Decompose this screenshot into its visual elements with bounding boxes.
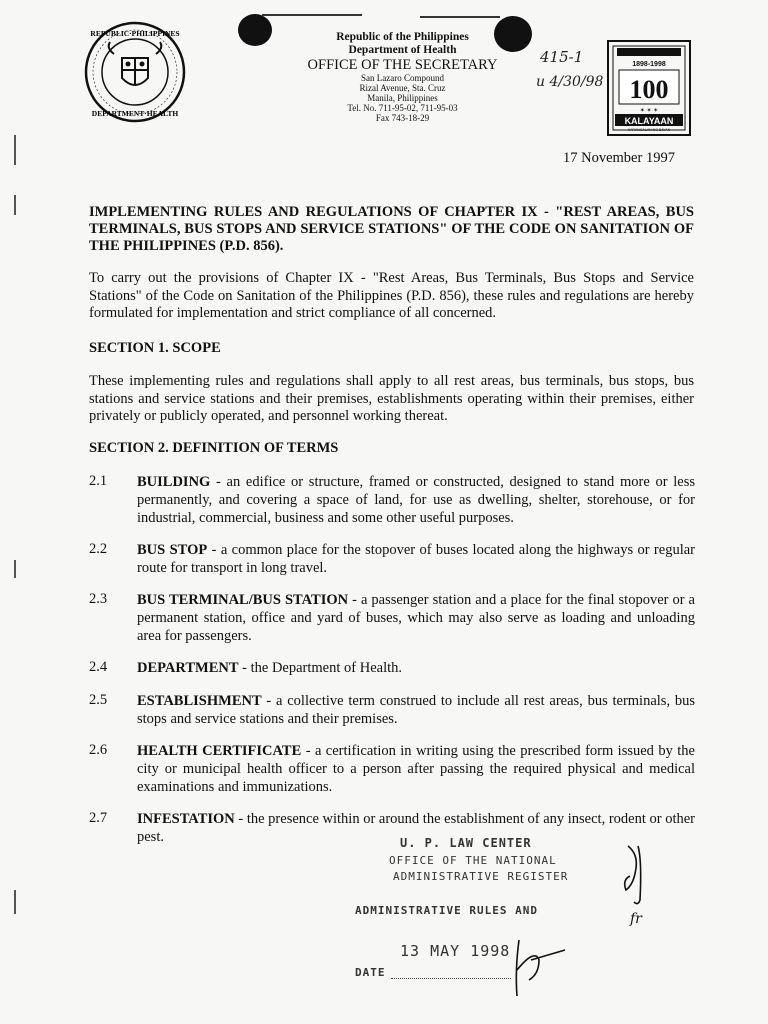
definition-number: 2.7 [89, 810, 108, 826]
scan-edge-mark [14, 890, 16, 914]
address-line: Rizal Avenue, Sta. Cruz [359, 83, 446, 94]
centennial-tagline: KARANGALAN NG BAYAN [627, 128, 671, 132]
section-1-text: These implementing rules and regulations shall apply to all rest areas, bus terminals, bus stops, bus stations and service stations and their premises, establishments operating within their premises, either privately or publicly operated, and personnel working thereat. [89, 373, 694, 424]
definition-number: 2.3 [89, 591, 108, 607]
definition-text: - a passenger station and a place for the final stopover or a permanent station, office and yard of buses, which may also serve as loading and unloading area for passengers. [137, 592, 695, 644]
definition-term: INFESTATION [137, 811, 235, 827]
handwritten-signature [505, 930, 575, 1000]
department-line: Department of Health [348, 43, 457, 56]
svg-text:DEPARTMENT·HEALTH: DEPARTMENT·HEALTH [91, 109, 179, 118]
scan-line [262, 14, 362, 16]
definition-term: HEALTH CERTIFICATE [137, 743, 302, 759]
stamp-line: ADMINISTRATIVE RULES AND [355, 904, 538, 917]
definition-text: - a common place for the stopover of buses located along the highways or regular route for transport in long travel. [137, 542, 695, 576]
section-2-heading: SECTION 2. DEFINITION OF TERMS [89, 440, 339, 456]
definition-item [137, 692, 695, 728]
scan-line [420, 16, 500, 18]
handwritten-reference [536, 44, 611, 94]
republic-line: Republic of the Philippines [336, 31, 469, 43]
definition-term: BUS STOP [137, 542, 208, 558]
definition-term: BUILDING [137, 474, 211, 490]
stamp-line: ADMINISTRATIVE REGISTER [393, 870, 569, 883]
definition-term: ESTABLISHMENT [137, 693, 262, 709]
definition-number: 2.5 [89, 692, 108, 708]
centennial-number: 100 [629, 75, 669, 104]
definition-item [137, 473, 695, 527]
stamp-date-label: DATE [355, 966, 386, 979]
scan-blot [238, 14, 272, 46]
definition-number: 2.1 [89, 473, 108, 489]
svg-text:REPUBLIC·PHILIPPINES: REPUBLIC·PHILIPPINES [90, 29, 180, 38]
address-line: Manila, Philippines [367, 93, 438, 104]
centennial-word: KALAYAAN [624, 116, 674, 126]
handwritten-initials [628, 908, 658, 928]
section-1-heading: SECTION 1. SCOPE [89, 340, 221, 356]
scan-edge-mark [14, 560, 16, 578]
definition-text: - the Department of Health. [238, 660, 402, 676]
definition-item [137, 541, 695, 577]
definition-text: - a collective term construed to include all rest areas, bus terminals, bus stops and service stations and their premises. [137, 693, 695, 727]
document-date: 17 November 1997 [563, 150, 675, 166]
handwritten-ref-1: 415-1 [540, 48, 584, 66]
scan-edge-mark [14, 135, 16, 165]
stamp-date: 13 MAY 1998 [400, 942, 511, 960]
definition-item [137, 742, 695, 796]
address-line: San Lazaro Compound [361, 72, 444, 83]
initials-text: fr [630, 911, 642, 927]
definition-number: 2.4 [89, 659, 108, 675]
definition-item [137, 591, 695, 645]
definition-term: BUS TERMINAL/BUS STATION [137, 592, 349, 608]
office-line: OFFICE OF THE SECRETARY [307, 56, 498, 73]
definition-item [137, 659, 695, 677]
scan-edge-mark [14, 195, 16, 215]
definition-number: 2.6 [89, 742, 108, 758]
definition-number: 2.2 [89, 541, 108, 557]
phone-line: Tel. No. 711-95-02, 711-95-03 [347, 103, 458, 114]
intro-paragraph: To carry out the provisions of Chapter IX - "Rest Areas, Bus Terminals, Bus Stops and Service Stations" of the Code on Sanitation of the Philippines (P.D. 856), these rules and regulations are hereby formulated for implementation and strict compliance of all concerned. [89, 270, 694, 321]
fax-line: Fax 743-18-29 [375, 113, 430, 124]
letterhead [290, 31, 515, 123]
definition-text: - the presence within or around the establishment of any insect, rodent or other pest. [137, 811, 695, 845]
stamp-line: OFFICE OF THE NATIONAL [389, 854, 557, 867]
definition-text: - a certification in writing using the prescribed form issued by the city or municipal health officer to a person after passing the required physical and medical examinations and immunizations. [137, 743, 695, 795]
stamp-line: U. P. LAW CENTER [400, 836, 532, 850]
svg-text:✶ ✶ ✶: ✶ ✶ ✶ [639, 108, 659, 114]
doh-seal-logo [84, 20, 186, 124]
stamp-date-line [391, 978, 511, 979]
definition-text: - an edifice or structure, framed or constructed, designed to stand more or less permanently, and covering a space of land, for use as dwelling, shelter, storehouse, or for industrial, commercial, business and some other useful purposes. [137, 474, 695, 526]
centennial-logo [607, 40, 691, 136]
document-title: IMPLEMENTING RULES AND REGULATIONS OF CHAPTER IX - "REST AREAS, BUS TERMINALS, BUS STOPS AND SERVICE STATIONS" OF THE CODE ON SANITATION OF THE PHILIPPINES (P.D. 856). [89, 204, 694, 254]
centennial-years: 1898-1998 [632, 61, 666, 68]
definition-term: DEPARTMENT [137, 660, 239, 676]
handwritten-ref-2: u 4/30/98 [536, 74, 604, 90]
